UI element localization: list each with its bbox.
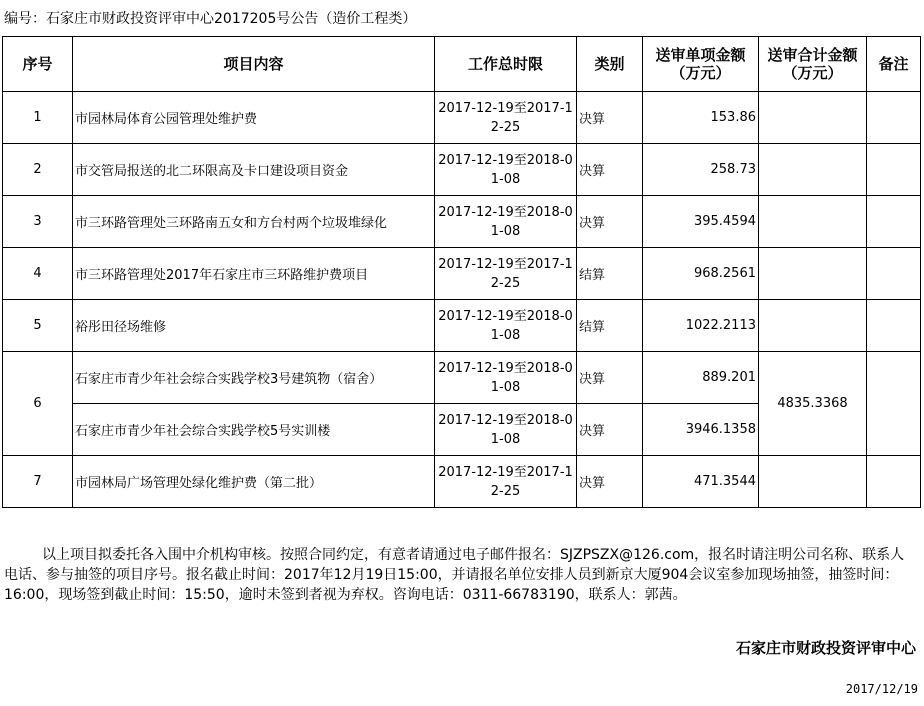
- row-no: 1: [3, 92, 73, 144]
- header-remark: 备注: [867, 37, 921, 92]
- table-row: [3, 248, 921, 300]
- row-amount: 889.201: [643, 352, 759, 404]
- row-content: 石家庄市青少年社会综合实践学校3号建筑物（宿舍）: [73, 352, 435, 404]
- header-type: 类别: [577, 37, 643, 92]
- row-type: 决算: [577, 352, 643, 404]
- row-remark: [867, 352, 921, 456]
- row-amount: 153.86: [643, 92, 759, 144]
- table-row: [3, 92, 921, 144]
- row-type: 决算: [577, 144, 643, 196]
- row-period: 2017-12-19至2018-01-08: [435, 300, 577, 352]
- row-no: 5: [3, 300, 73, 352]
- row-remark: [867, 92, 921, 144]
- row-no: 3: [3, 196, 73, 248]
- row-remark: [867, 196, 921, 248]
- row-total: 4835.3368: [759, 352, 867, 456]
- row-total: [759, 300, 867, 352]
- document-number: 编号：石家庄市财政投资评审中心2017205号公告（造价工程类）: [4, 11, 417, 27]
- row-type: 决算: [577, 404, 643, 456]
- row-amount: 3946.1358: [643, 404, 759, 456]
- row-content: 市园林局体育公园管理处维护费: [73, 92, 435, 144]
- header-period: 工作总时限: [435, 37, 577, 92]
- row-type: 决算: [577, 196, 643, 248]
- row-remark: [867, 300, 921, 352]
- issue-date: 2017/12/19: [845, 682, 918, 696]
- table-row: [3, 196, 921, 248]
- row-amount: 968.2561: [643, 248, 759, 300]
- table-row: [3, 456, 921, 508]
- table-row: [3, 144, 921, 196]
- row-amount: 1022.2113: [643, 300, 759, 352]
- row-remark: [867, 456, 921, 508]
- row-type: 决算: [577, 92, 643, 144]
- row-type: 决算: [577, 456, 643, 508]
- row-total: [759, 196, 867, 248]
- row-amount: 258.73: [643, 144, 759, 196]
- project-table: [2, 36, 921, 508]
- row-content: 市交管局报送的北二环限高及卡口建设项目资金: [73, 144, 435, 196]
- header-total: 送审合计金额（万元）: [759, 37, 867, 92]
- row-no: 2: [3, 144, 73, 196]
- row-content: 石家庄市青少年社会综合实践学校5号实训楼: [73, 404, 435, 456]
- row-no: 7: [3, 456, 73, 508]
- row-total: [759, 144, 867, 196]
- header-amount: 送审单项金额（万元）: [643, 37, 759, 92]
- row-period: 2017-12-19至2018-01-08: [435, 352, 577, 404]
- table-row: [3, 352, 921, 404]
- issuer-signature: 石家庄市财政投资评审中心: [735, 639, 916, 657]
- row-remark: [867, 144, 921, 196]
- row-no: 6: [3, 352, 73, 456]
- header-no: 序号: [3, 37, 73, 92]
- row-content: 市三环路管理处2017年石家庄市三环路维护费项目: [73, 248, 435, 300]
- row-total: [759, 248, 867, 300]
- row-type: 结算: [577, 248, 643, 300]
- row-content: 裕彤田径场维修: [73, 300, 435, 352]
- row-period: 2017-12-19至2017-12-25: [435, 92, 577, 144]
- row-content: 市园林局广场管理处绿化维护费（第二批）: [73, 456, 435, 508]
- notice-paragraph: 以上项目拟委托各入围中介机构审核。按照合同约定，有意者请通过电子邮件报名：SJZPSZX@126.com，报名时请注明公司名称、联系人电话、参与抽签的项目序号。报名截止时间：2017年12月19日15:00，并请报名单位安排人员到新京大厦904会议室参加现场抽签，抽签时间：16:00，现场签到截止时间：15:50，逾时未签到者视为弃权。咨询电话：0311-66783190，联系人：郭茜。: [4, 547, 905, 603]
- row-period: 2017-12-19至2018-01-08: [435, 196, 577, 248]
- row-period: 2017-12-19至2017-12-25: [435, 456, 577, 508]
- row-amount: 395.4594: [643, 196, 759, 248]
- row-amount: 471.3544: [643, 456, 759, 508]
- row-no: 4: [3, 248, 73, 300]
- table-header-row: [3, 37, 921, 92]
- row-period: 2017-12-19至2018-01-08: [435, 404, 577, 456]
- header-content: 项目内容: [73, 37, 435, 92]
- table-row: [3, 300, 921, 352]
- row-type: 结算: [577, 300, 643, 352]
- row-total: [759, 456, 867, 508]
- row-period: 2017-12-19至2017-12-25: [435, 248, 577, 300]
- row-content: 市三环路管理处三环路南五女和方台村两个垃圾堆绿化: [73, 196, 435, 248]
- row-period: 2017-12-19至2018-01-08: [435, 144, 577, 196]
- row-total: [759, 92, 867, 144]
- row-remark: [867, 248, 921, 300]
